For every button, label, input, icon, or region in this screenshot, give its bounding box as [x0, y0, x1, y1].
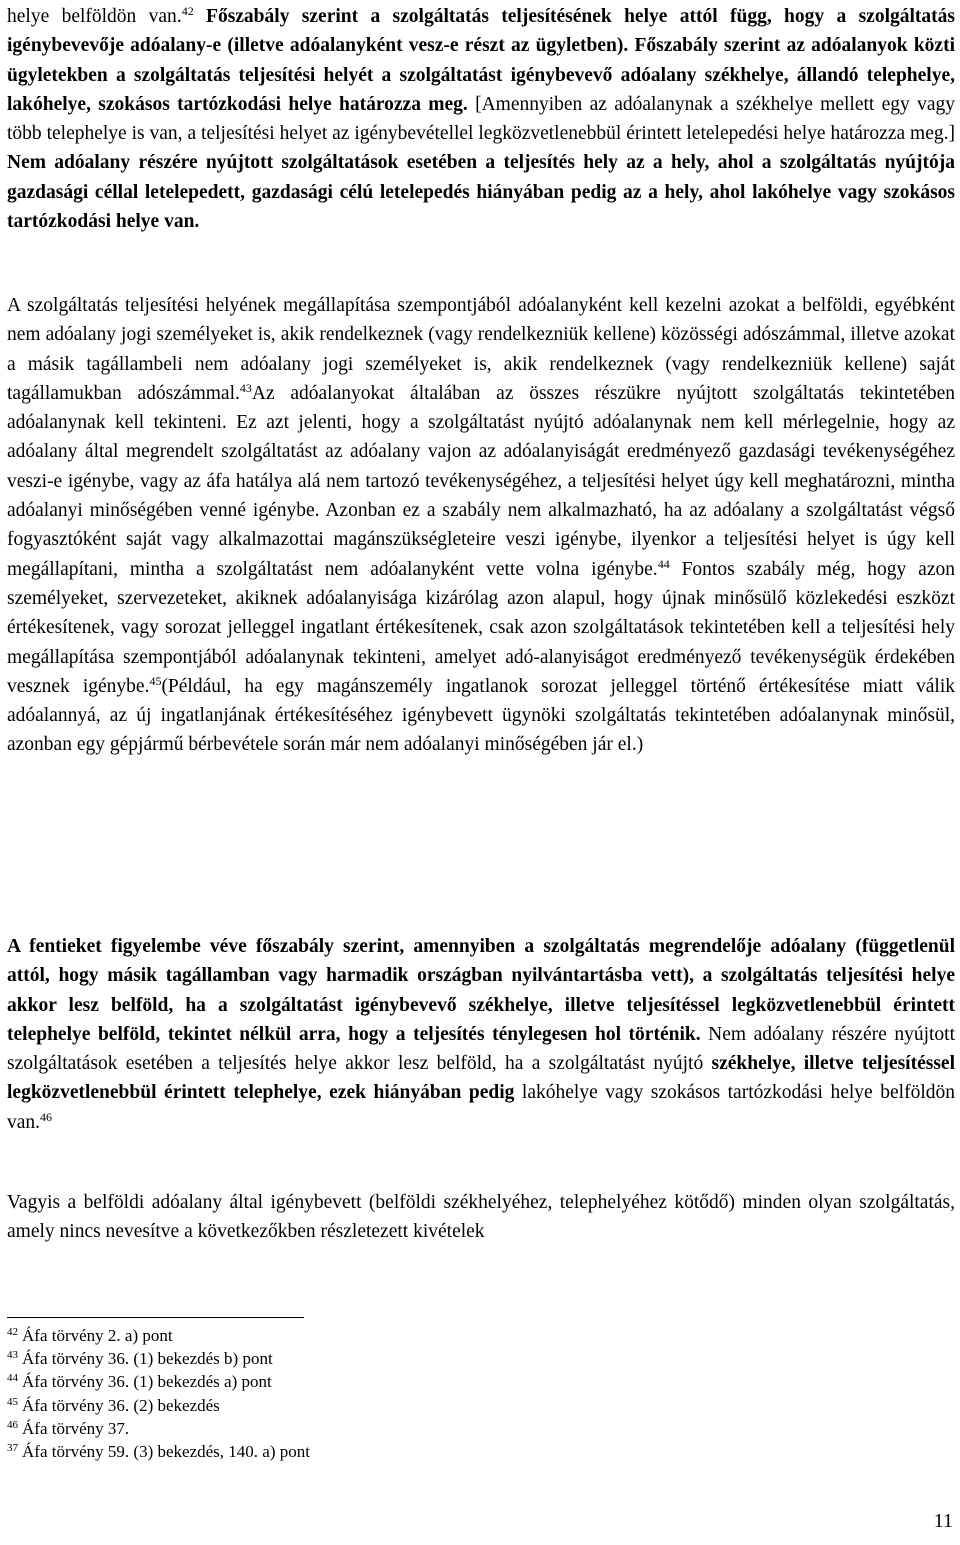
footnote-ref-44[interactable]: 44	[657, 556, 670, 571]
bold-text: Főszabály szerint a szolgáltatás teljesítésének helye attól függ, hogy a szolgáltatás igénybevevője adóalany-e (illetve adóalanyként vesz-e részt az ügyletben). Főszabály szerint az adóalanyok közti ügyletekben a szolgáltatás teljesítési helyét a szolgáltatást igénybevevő adóalany székhelye, állandó telephelye, lakóhelye, szokásos tartózkodási helye határozza meg.	[7, 6, 955, 115]
paragraph-text: lakóhelye vagy szokásos tartózkodási helye belföldön van.	[7, 1082, 956, 1133]
footnote-item	[7, 1324, 607, 1347]
footnote-text: Áfa törvény 36. (2) bekezdés	[22, 1395, 220, 1415]
footnote-item	[7, 1417, 607, 1440]
paragraph-taxable-persons	[7, 291, 955, 760]
paragraph-text: Vagyis a belföldi adóalany által igénybevett (belföldi székhelyéhez, telephelyéhez kötődő) minden olyan szolgáltatás, amely nincs nevesítve a következőkben részletezett kivételek	[7, 1192, 955, 1243]
footnote-text: Áfa törvény 37.	[22, 1418, 130, 1438]
bold-text: Nem adóalany részére nyújtott szolgáltatások esetében a teljesítés hely az a hely, ahol a szolgáltatás nyújtója gazdasági céllal letelepedett, gazdasági célú letelepedés hiányában pedig az a hely, ahol lakóhelye vagy szokásos tartózkodási helye van.	[7, 152, 955, 233]
paragraph-summary-rule	[7, 932, 955, 1137]
footnote-ref-42[interactable]: 42	[181, 4, 194, 18]
paragraph-text: helye belföldön van.	[7, 6, 182, 27]
footnote-item	[7, 1394, 607, 1417]
page-number: 11	[933, 1510, 953, 1532]
bold-text: székhelye, illetve teljesítéssel legközvetlenebbül érintett telephelye, ezek hiányában pedig	[7, 1053, 955, 1104]
paragraph-text: Az adóalanyokat általában az összes részükre nyújtott szolgáltatás tekintetében adóalanynak kell tekinteni. Ez azt jelenti, hogy a szolgáltatást nyújtó adóalanynak nem kell mérlegelnie, hogy az adóalany által megrendelt szolgáltatást az adóalany vajon az adóalanyiságát eredményező gazdasági tevékenységéhez veszi-e igénybe, vagy az áfa hatálya alá nem tartozó tevékenységéhez, a teljesítési helyet úgy kell meghatározni, mintha adóalanyi minőségében venné igénybe. Azonban ez a szabály nem alkalmazható, ha az adóalany a szolgáltatást végső fogyasztóként saját vagy alkalmazottai magánszükségleteire veszi igénybe, ilyenkor a teljesítési helyet is úgy kell megállapítani, mintha a szolgáltatást nem adóalanyként vette volna igénybe.	[7, 382, 955, 580]
footnote-item	[7, 1440, 607, 1463]
footnote-number: 37	[7, 1442, 18, 1455]
footnote-divider	[7, 1317, 304, 1318]
footnote-ref-45[interactable]: 45	[149, 673, 162, 688]
footnote-text: Áfa törvény 59. (3) bekezdés, 140. a) pont	[22, 1442, 310, 1462]
paragraph-text: [Amennyiben az adóalanynak a székhelye mellett egy vagy több telephelye is van, a teljesítési helyet az igénybevétellel legközvetlenebbül érintett letelepedési helye határozza meg.]	[7, 93, 955, 145]
bold-text: A fentieket figyelembe véve főszabály szerint, amennyiben a szolgáltatás megrendelője adóalany (függetlenül attól, hogy másik tagállamban vagy harmadik országban nyilvántartásba vett), a szolgáltatás teljesítési helye akkor lesz belföld, ha a szolgáltatást igénybevevő székhelye, illetve teljesítéssel legközvetlenebbül érintett telephelye belföld, tekintet nélkül arra, hogy a teljesítés ténylegesen hol történik.	[7, 936, 955, 1045]
footnote-number: 42	[7, 1326, 18, 1338]
paragraph-text: Fontos szabály még, hogy azon személyeket, szervezeteket, akiknek adóalanyisága kizárólag azon alapul, hogy újnak minősülő közlekedési eszközt értékesítenek, vagy sorozat jelleggel ingatlant értékesítenek, csak azon szolgáltatások tekintetében kell a teljesítési hely megállapítása szempontjából adóalanynak tekinteni, amelyet adó-alanyiságot eredményező tevékenységük érdekében vesznek igénybe.	[7, 558, 955, 697]
paragraph-place-of-supply-rule	[7, 2, 955, 236]
footnote-item	[7, 1347, 607, 1370]
footnote-number: 44	[7, 1372, 18, 1385]
paragraph-text: Nem adóalany részére nyújtott szolgáltatások esetében a teljesítés helye akkor lesz belföld, ha a szolgáltatást nyújtó	[7, 1023, 955, 1075]
paragraph-domestic-services	[7, 1188, 955, 1247]
paragraph-text: (Például, ha egy magánszemély ingatlanok sorozat jelleggel történő értékesítése miatt válik adóalannyá, az új ingatlanjának értékesítéséhez igénybevett ügynöki szolgáltatás tekintetében adóalanynak minősül, azonban egy gépjármű bérbevétele során már nem adóalanyi minőségében jár el.)	[7, 675, 955, 756]
footnote-text: Áfa törvény 2. a) pont	[22, 1326, 173, 1345]
footnote-ref-46[interactable]: 46	[40, 1109, 53, 1124]
footnote-ref-43[interactable]: 43	[239, 380, 252, 395]
footnote-number: 43	[7, 1349, 18, 1362]
footnotes-list	[7, 1324, 607, 1463]
footnote-number: 45	[7, 1395, 18, 1408]
paragraph-text: A szolgáltatás teljesítési helyének megállapítása szempontjából adóalanyként kell kezelni azokat a belföldi, egyébként nem adóalany jogi személyeket is, akik rendelkeznek (vagy rendelkezniük kellene) közösségi adószámmal, illetve azokat a másik tagállambeli nem adóalany jogi személyeket is, akik rendelkeznek (vagy rendelkezniük kellene) saját tagállamukban adószámmal.	[7, 295, 955, 404]
footnote-number: 46	[7, 1418, 18, 1431]
footnote-item	[7, 1370, 607, 1393]
footnote-text: Áfa törvény 36. (1) bekezdés a) pont	[22, 1372, 272, 1392]
footnote-text: Áfa törvény 36. (1) bekezdés b) pont	[22, 1349, 273, 1369]
